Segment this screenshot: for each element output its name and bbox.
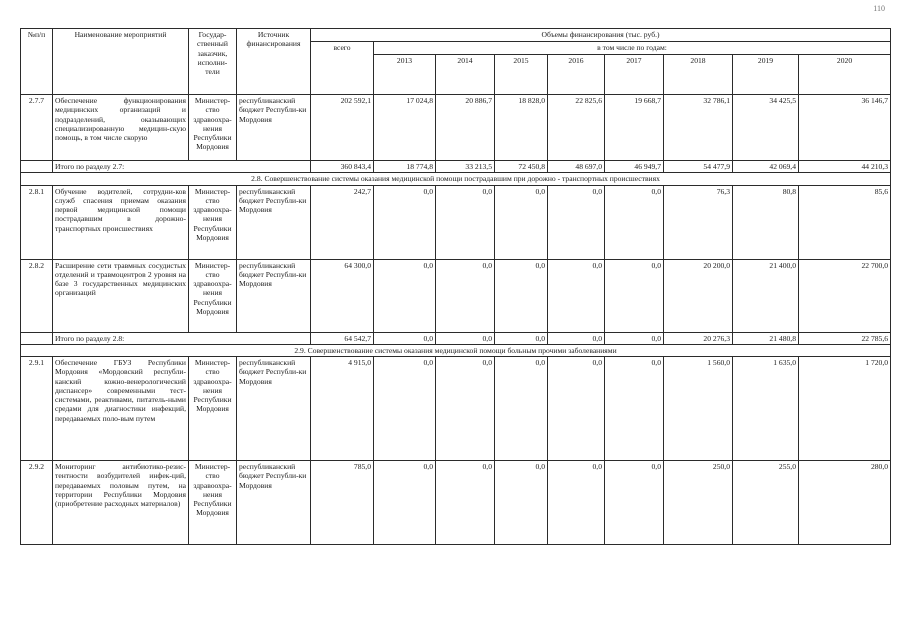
section-heading: 2.9. Совершенствование системы оказания медицинской помощи больным прочими заболеваниями [21, 344, 891, 356]
row-year-value: 80,8 [733, 185, 799, 259]
row-year-value: 280,0 [799, 461, 891, 545]
year-cell: 2015 [495, 55, 548, 95]
row-year-value: 0,0 [548, 185, 605, 259]
header-by-years: в том числе по годам: [374, 42, 891, 55]
total-year-value: 0,0 [495, 332, 548, 344]
row-year-value: 255,0 [733, 461, 799, 545]
row-source: республиканский бюджет Республи-ки Мордовия [237, 357, 311, 461]
header-total: всего [311, 42, 374, 95]
row-year-value: 17 024,8 [374, 95, 436, 161]
row-year-value: 0,0 [436, 259, 495, 332]
year-cell: 2016 [548, 55, 605, 95]
year-cell: 2018 [664, 55, 733, 95]
header-name: Наименование мероприятий [53, 29, 189, 95]
row-customer: Министер-ство здравоохра-нения Республики Мордовия [189, 461, 237, 545]
row-year-value: 0,0 [605, 259, 664, 332]
total-row [21, 161, 891, 173]
total-spacer [21, 161, 53, 173]
row-source: республиканский бюджет Республи-ки Мордовия [237, 259, 311, 332]
table-row [21, 461, 891, 545]
row-num: 2.8.1 [21, 185, 53, 259]
table-row [21, 185, 891, 259]
header-volume: Объемы финансирования (тыс. руб.) [311, 29, 891, 42]
row-total: 785,0 [311, 461, 374, 545]
header-source: Источник финансирования [237, 29, 311, 95]
row-year-value: 1 635,0 [733, 357, 799, 461]
total-year-value: 54 477,9 [664, 161, 733, 173]
row-year-value: 0,0 [374, 357, 436, 461]
row-year-value: 85,6 [799, 185, 891, 259]
row-year-value: 0,0 [374, 259, 436, 332]
row-source: республиканский бюджет Республи-ки Мордовия [237, 95, 311, 161]
year-cell: 2019 [733, 55, 799, 95]
total-year-value: 0,0 [374, 332, 436, 344]
table-row [21, 95, 891, 161]
table-row [21, 259, 891, 332]
row-year-value: 20 886,7 [436, 95, 495, 161]
row-year-value: 1 560,0 [664, 357, 733, 461]
row-year-value: 34 425,5 [733, 95, 799, 161]
row-year-value: 36 146,7 [799, 95, 891, 161]
row-total: 242,7 [311, 185, 374, 259]
row-num: 2.9.2 [21, 461, 53, 545]
section-heading: 2.8. Совершенствование системы оказания медицинской помощи пострадавшим при дорожно - транспортных происшествиях [21, 173, 891, 185]
row-year-value: 0,0 [495, 259, 548, 332]
row-year-value: 0,0 [605, 357, 664, 461]
row-year-value: 21 400,0 [733, 259, 799, 332]
total-year-value: 48 697,0 [548, 161, 605, 173]
total-value: 360 843,4 [311, 161, 374, 173]
row-year-value: 22 825,6 [548, 95, 605, 161]
row-num: 2.7.7 [21, 95, 53, 161]
total-year-value: 20 276,3 [664, 332, 733, 344]
row-name: Обучение водителей, сотрудни-ков служб спасения приемам оказания первой медицинской помощи пострадавшим в дорожно-транспортных происшествиях [53, 185, 189, 259]
row-year-value: 0,0 [548, 259, 605, 332]
total-year-value: 72 450,8 [495, 161, 548, 173]
row-year-value: 1 720,0 [799, 357, 891, 461]
row-total: 4 915,0 [311, 357, 374, 461]
total-row [21, 332, 891, 344]
row-name: Расширение сети травмных сосудистых отделений и травмоцентров 2 уровня на базе 3 государственных медицинских организаций [53, 259, 189, 332]
year-cell: 2014 [436, 55, 495, 95]
total-year-value: 0,0 [548, 332, 605, 344]
section-row [21, 173, 891, 185]
row-name: Обеспечение функционирования медицинских организаций и подразделений, оказывающих специализированную медицин-скую помощь, в том числе скорую [53, 95, 189, 161]
total-year-value: 22 785,6 [799, 332, 891, 344]
row-total: 64 300,0 [311, 259, 374, 332]
row-year-value: 22 700,0 [799, 259, 891, 332]
total-year-value: 33 213,5 [436, 161, 495, 173]
row-year-value: 20 200,0 [664, 259, 733, 332]
row-year-value: 76,3 [664, 185, 733, 259]
row-customer: Министер-ство здравоохра-нения Республики Мордовия [189, 259, 237, 332]
row-source: республиканский бюджет Республи-ки Мордовия [237, 185, 311, 259]
total-label: Итого по разделу 2.7: [53, 161, 311, 173]
row-year-value: 0,0 [495, 461, 548, 545]
year-cell: 2020 [799, 55, 891, 95]
row-year-value: 0,0 [374, 185, 436, 259]
total-year-value: 0,0 [436, 332, 495, 344]
row-year-value: 32 786,1 [664, 95, 733, 161]
header-num: №п/п [21, 29, 53, 95]
row-customer: Министер-ство здравоохра-нения Республики Мордовия [189, 95, 237, 161]
row-year-value: 0,0 [436, 461, 495, 545]
row-year-value: 0,0 [436, 357, 495, 461]
row-customer: Министер-ство здравоохра-нения Республики Мордовия [189, 357, 237, 461]
financing-table [20, 28, 891, 545]
row-name: Обеспечение ГБУЗ Республики Мордовия «Мордовский республи-канский кожно-венерологический диспансер» современными тест-системами, реактивами, питатель-ными средами для диагностики инфекций, передаваемых поло-вым путем [53, 357, 189, 461]
section-row [21, 344, 891, 356]
row-year-value: 0,0 [548, 461, 605, 545]
total-year-value: 21 480,8 [733, 332, 799, 344]
row-num: 2.8.2 [21, 259, 53, 332]
row-year-value: 0,0 [605, 461, 664, 545]
row-year-value: 0,0 [495, 185, 548, 259]
total-year-value: 0,0 [605, 332, 664, 344]
total-year-value: 46 949,7 [605, 161, 664, 173]
row-year-value: 0,0 [605, 185, 664, 259]
year-cell: 2017 [605, 55, 664, 95]
page-number: 110 [873, 4, 885, 13]
table-row [21, 357, 891, 461]
row-total: 202 592,1 [311, 95, 374, 161]
year-cell: 2013 [374, 55, 436, 95]
row-year-value: 19 668,7 [605, 95, 664, 161]
row-year-value: 18 828,0 [495, 95, 548, 161]
total-value: 64 542,7 [311, 332, 374, 344]
row-source: республиканский бюджет Республи-ки Мордовия [237, 461, 311, 545]
header-row-1 [21, 29, 891, 42]
total-year-value: 44 210,3 [799, 161, 891, 173]
total-year-value: 42 069,4 [733, 161, 799, 173]
total-label: Итого по разделу 2.8: [53, 332, 311, 344]
row-year-value: 250,0 [664, 461, 733, 545]
header-customer: Государ-ственный заказчик, исполни-тели [189, 29, 237, 95]
total-spacer [21, 332, 53, 344]
row-year-value: 0,0 [436, 185, 495, 259]
row-customer: Министер-ство здравоохра-нения Республики Мордовия [189, 185, 237, 259]
row-year-value: 0,0 [374, 461, 436, 545]
row-name: Мониторинг антибиотико-резис-тентности возбудителей инфек-ций, передаваемых половым путем, на территории Республики Мордовия (приобретение расходных материалов) [53, 461, 189, 545]
row-num: 2.9.1 [21, 357, 53, 461]
total-year-value: 18 774,8 [374, 161, 436, 173]
row-year-value: 0,0 [495, 357, 548, 461]
row-year-value: 0,0 [548, 357, 605, 461]
